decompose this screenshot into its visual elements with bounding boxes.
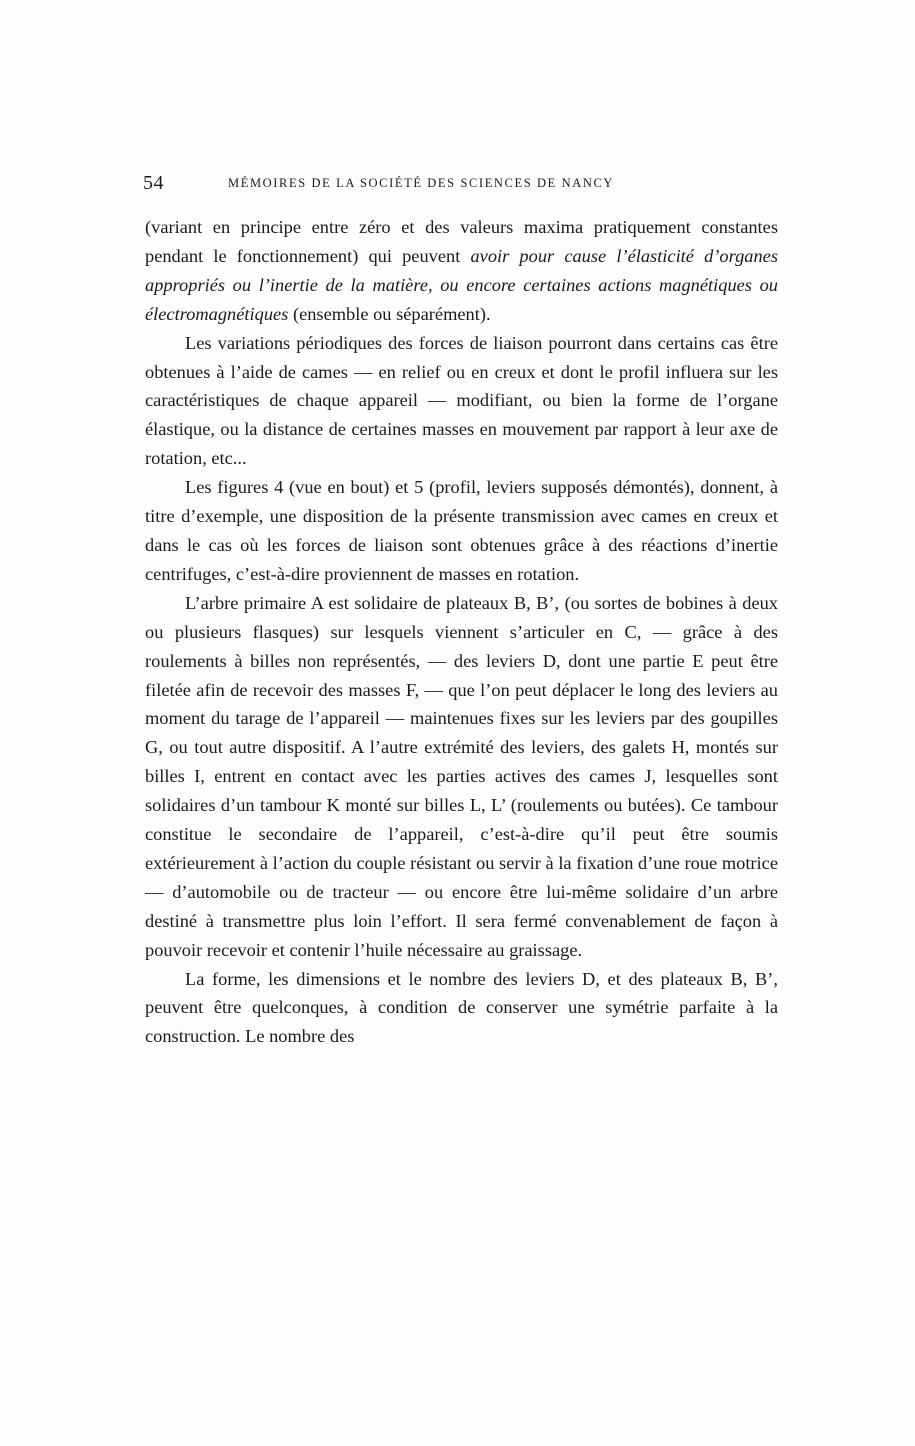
paragraph-3: Les figures 4 (vue en bout) et 5 (profil, leviers supposés démontés), donnent, à titre d’exemple, une disposition de la présente transmission avec cames en creux et dans le cas où les forces de liaison sont obtenues grâce à des réactions d’inertie centrifuges, c’est-à-dire proviennent de masses en rotation. <box>145 477 778 584</box>
journal-title: MÉMOIRES DE LA SOCIÉTÉ DES SCIENCES DE NANCY <box>228 176 615 190</box>
body-text <box>145 213 778 1051</box>
paragraph-5: La forme, les dimensions et le nombre des leviers D, et des plateaux B, B’, peuvent être quelconques, à condition de conserver une symétrie parfaite à la construction. Le nombre des <box>145 968 778 1047</box>
paragraph-1-italic: avoir pour cause l’élasticité d’organes appropriés ou l’inertie de la matière, ou encore certaines actions magnétiques ou électromagnétiques <box>145 245 778 324</box>
paragraph-2: Les variations périodiques des forces de liaison pourront dans certains cas être obtenues à l’aide de cames — en relief ou en creux et dont le profil influera sur les caractéristiques de chaque appareil — modifiant, ou bien la forme de l’organe élastique, ou la distance de certaines masses en mouvement par rapport à leur axe de rotation, etc... <box>145 332 778 469</box>
paragraph-1 <box>145 213 778 329</box>
page-number: 54 <box>143 172 164 194</box>
paragraph-4: L’arbre primaire A est solidaire de plateaux B, B’, (ou sortes de bobines à deux ou plusieurs flasques) sur lesquels viennent s’articuler en C, — grâce à des roulements à billes non représentés, — des leviers D, dont une partie E peut être filetée afin de recevoir des masses F, — que l’on peut déplacer le long des leviers au moment du tarage de l’appareil — maintenues fixes sur les leviers par des goupilles G, ou tout autre dispositif. A l’autre extrémité des leviers, des galets H, montés sur billes I, entrent en contact avec les parties actives des cames J, lesquelles sont solidaires d’un tambour K monté sur billes L, L’ (roulements ou butées). Ce tambour constitue le secondaire de l’appareil, c’est-à-dire qu’il peut être soumis extérieurement à l’action du couple résistant ou servir à la fixation d’une roue motrice — d’automobile ou de tracteur — ou encore être lui-même solidaire d’un arbre destiné à transmettre plus loin l’effort. Il sera fermé convenablement de façon à pouvoir recevoir et contenir l’huile nécessaire au graissage. <box>145 592 778 960</box>
paragraph-1-tail: (ensemble ou séparément). <box>288 303 491 324</box>
paragraph-1-lead: (variant en principe entre zéro et des valeurs maxima pratiquement constantes pendant le fonctionnement) qui peuvent <box>145 217 778 266</box>
running-header <box>143 172 783 196</box>
